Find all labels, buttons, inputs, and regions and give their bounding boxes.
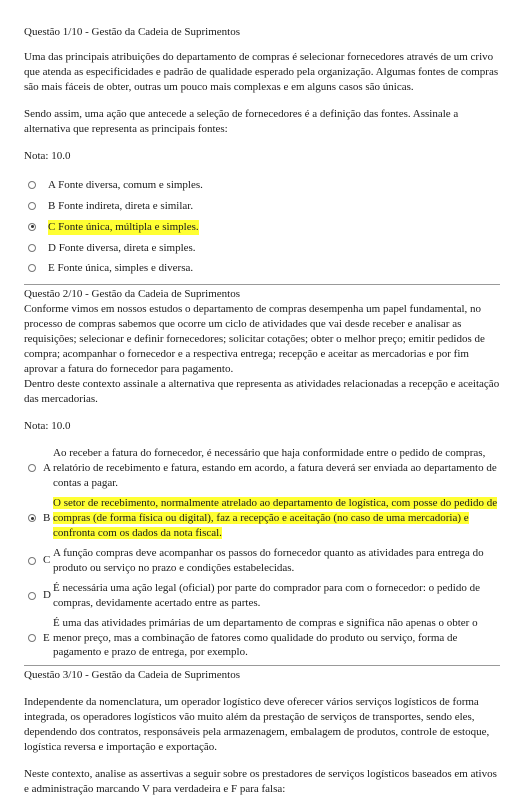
- option-label: D Fonte diversa, direta e simples.: [48, 241, 196, 254]
- question-divider: [24, 665, 500, 666]
- option-letter: A: [43, 461, 51, 474]
- option-letter: D: [43, 589, 51, 602]
- radio-button[interactable]: [28, 464, 36, 472]
- option-label: E Fonte única, simples e diversa.: [48, 262, 194, 275]
- q2-option-c[interactable]: [24, 546, 500, 576]
- option-label: A Fonte diversa, comum e simples.: [48, 178, 203, 191]
- option-letter: B: [43, 511, 51, 524]
- q2-option-d[interactable]: [24, 581, 500, 611]
- question-3-context: Independente da nomenclatura, um operador logístico deve oferecer vários serviços logísticos de forma integrada, os operadores logísticos vão muito além da prestação de serviços de transportes, sendo eles, dependendo dos contratos, responsáveis pela armazenagem, embalagem de produtos, controle de estoque, logística reversa e importação e exportação.: [24, 696, 490, 754]
- option-text: É necessária uma ação legal (oficial) por parte do comprador para com o fornecedor: o pedido de compras, devidamente acertado entre as partes.: [53, 581, 480, 609]
- q2-option-b[interactable]: [24, 496, 500, 541]
- question-1-prompt: Sendo assim, uma ação que antecede a seleção de fornecedores é a definição das fontes. Assinale a alternativa que representa as principais fontes:: [24, 107, 459, 135]
- question-2-title: Questão 2/10 - Gestão da Cadeia de Suprimentos: [24, 288, 240, 301]
- question-3-prompt: Neste contexto, analise as assertivas a seguir sobre os prestadores de serviços logísticos baseados em ativos e administração marcando V para verdadeira e F para falsa:: [24, 768, 497, 796]
- radio-button[interactable]: [28, 264, 36, 272]
- q1-option-c[interactable]: [24, 220, 500, 235]
- question-2: [24, 287, 500, 660]
- question-1-options: [24, 178, 500, 277]
- option-text-highlighted: O setor de recebimento, normalmente atrelado ao departamento de logística, com posse do pedido de compras (de forma física ou digital), faz a recepção e aceitação (no caso de uma mercadoria) e confronta com os dados da nota fiscal.: [53, 496, 498, 539]
- exam-page: [24, 25, 500, 797]
- option-letter: C: [43, 554, 51, 567]
- radio-button[interactable]: [28, 202, 36, 210]
- question-1-context: Uma das principais atribuições do departamento de compras é selecionar fornecedores através de um crivo que atenda as especificidades e padrão de qualidade esperado pela organização. Algumas fontes de compras são mais fáceis de obter, outras um pouco mais complexas e em alguns casos são únicas.: [24, 50, 499, 93]
- radio-button[interactable]: [28, 557, 36, 565]
- question-2-context: Conforme vimos em nossos estudos o departamento de compras desempenha um papel fundamental, no processo de compras sabemos que ocorre um ciclo de atividades que vai desde receber e analisar as requisições; selecionar e definir fornecedores; solicitar cotações; obter o melhor preço; emitir pedidos de compra; acompanhar o fornecedor e a respectiva entrega; recepção e aceitar as mercadorias e por fim aprovar a fatura do fornecedor para pagamento.: [24, 303, 485, 376]
- radio-button[interactable]: [28, 181, 36, 189]
- question-3: [24, 668, 500, 797]
- question-1-score: Nota: 10.0: [24, 149, 71, 162]
- question-1-title: Questão 1/10 - Gestão da Cadeia de Suprimentos: [24, 26, 240, 38]
- q1-option-e[interactable]: [24, 261, 500, 276]
- option-text: É uma das atividades primárias de um departamento de compras e significa não apenas o obter o menor preço, mas a combinação de fatores como qualidade do produto ou serviço, forma de pagamento e prazo de entrega, por exemplo.: [53, 616, 478, 659]
- option-letter: E: [43, 631, 50, 644]
- question-2-score: Nota: 10.0: [24, 420, 71, 433]
- radio-button[interactable]: [28, 244, 36, 252]
- question-1: [24, 25, 500, 276]
- radio-button-selected[interactable]: [28, 223, 36, 231]
- q2-option-a[interactable]: [24, 446, 500, 491]
- q1-option-d[interactable]: [24, 241, 500, 256]
- q1-option-a[interactable]: [24, 178, 500, 193]
- question-2-options: [24, 446, 500, 660]
- q2-option-e[interactable]: [24, 616, 500, 661]
- option-text: A função compras deve acompanhar os passos do fornecedor quanto as atividades para entrega do produto ou serviço no prazo e condições estabelecidas.: [53, 546, 484, 574]
- option-text: Ao receber a fatura do fornecedor, é necessário que haja conformidade entre o pedido de compras, relatório de recebimento e fatura, estando em acordo, a fatura deverá ser enviada ao departamento de contas a pagar.: [53, 447, 497, 489]
- radio-button[interactable]: [28, 634, 36, 642]
- question-3-title: Questão 3/10 - Gestão da Cadeia de Suprimentos: [24, 669, 240, 682]
- radio-button-selected[interactable]: [28, 514, 36, 522]
- option-label-highlighted: C Fonte única, múltipla e simples.: [48, 220, 199, 233]
- question-2-prompt: Dentro deste contexto assinale a alternativa que representa as atividades relacionadas a recepção e aceitação das mercadorias.: [24, 378, 500, 406]
- radio-button[interactable]: [28, 592, 36, 600]
- question-divider: [24, 284, 500, 285]
- q1-option-b[interactable]: [24, 199, 500, 214]
- option-label: B Fonte indireta, direta e similar.: [48, 199, 194, 212]
